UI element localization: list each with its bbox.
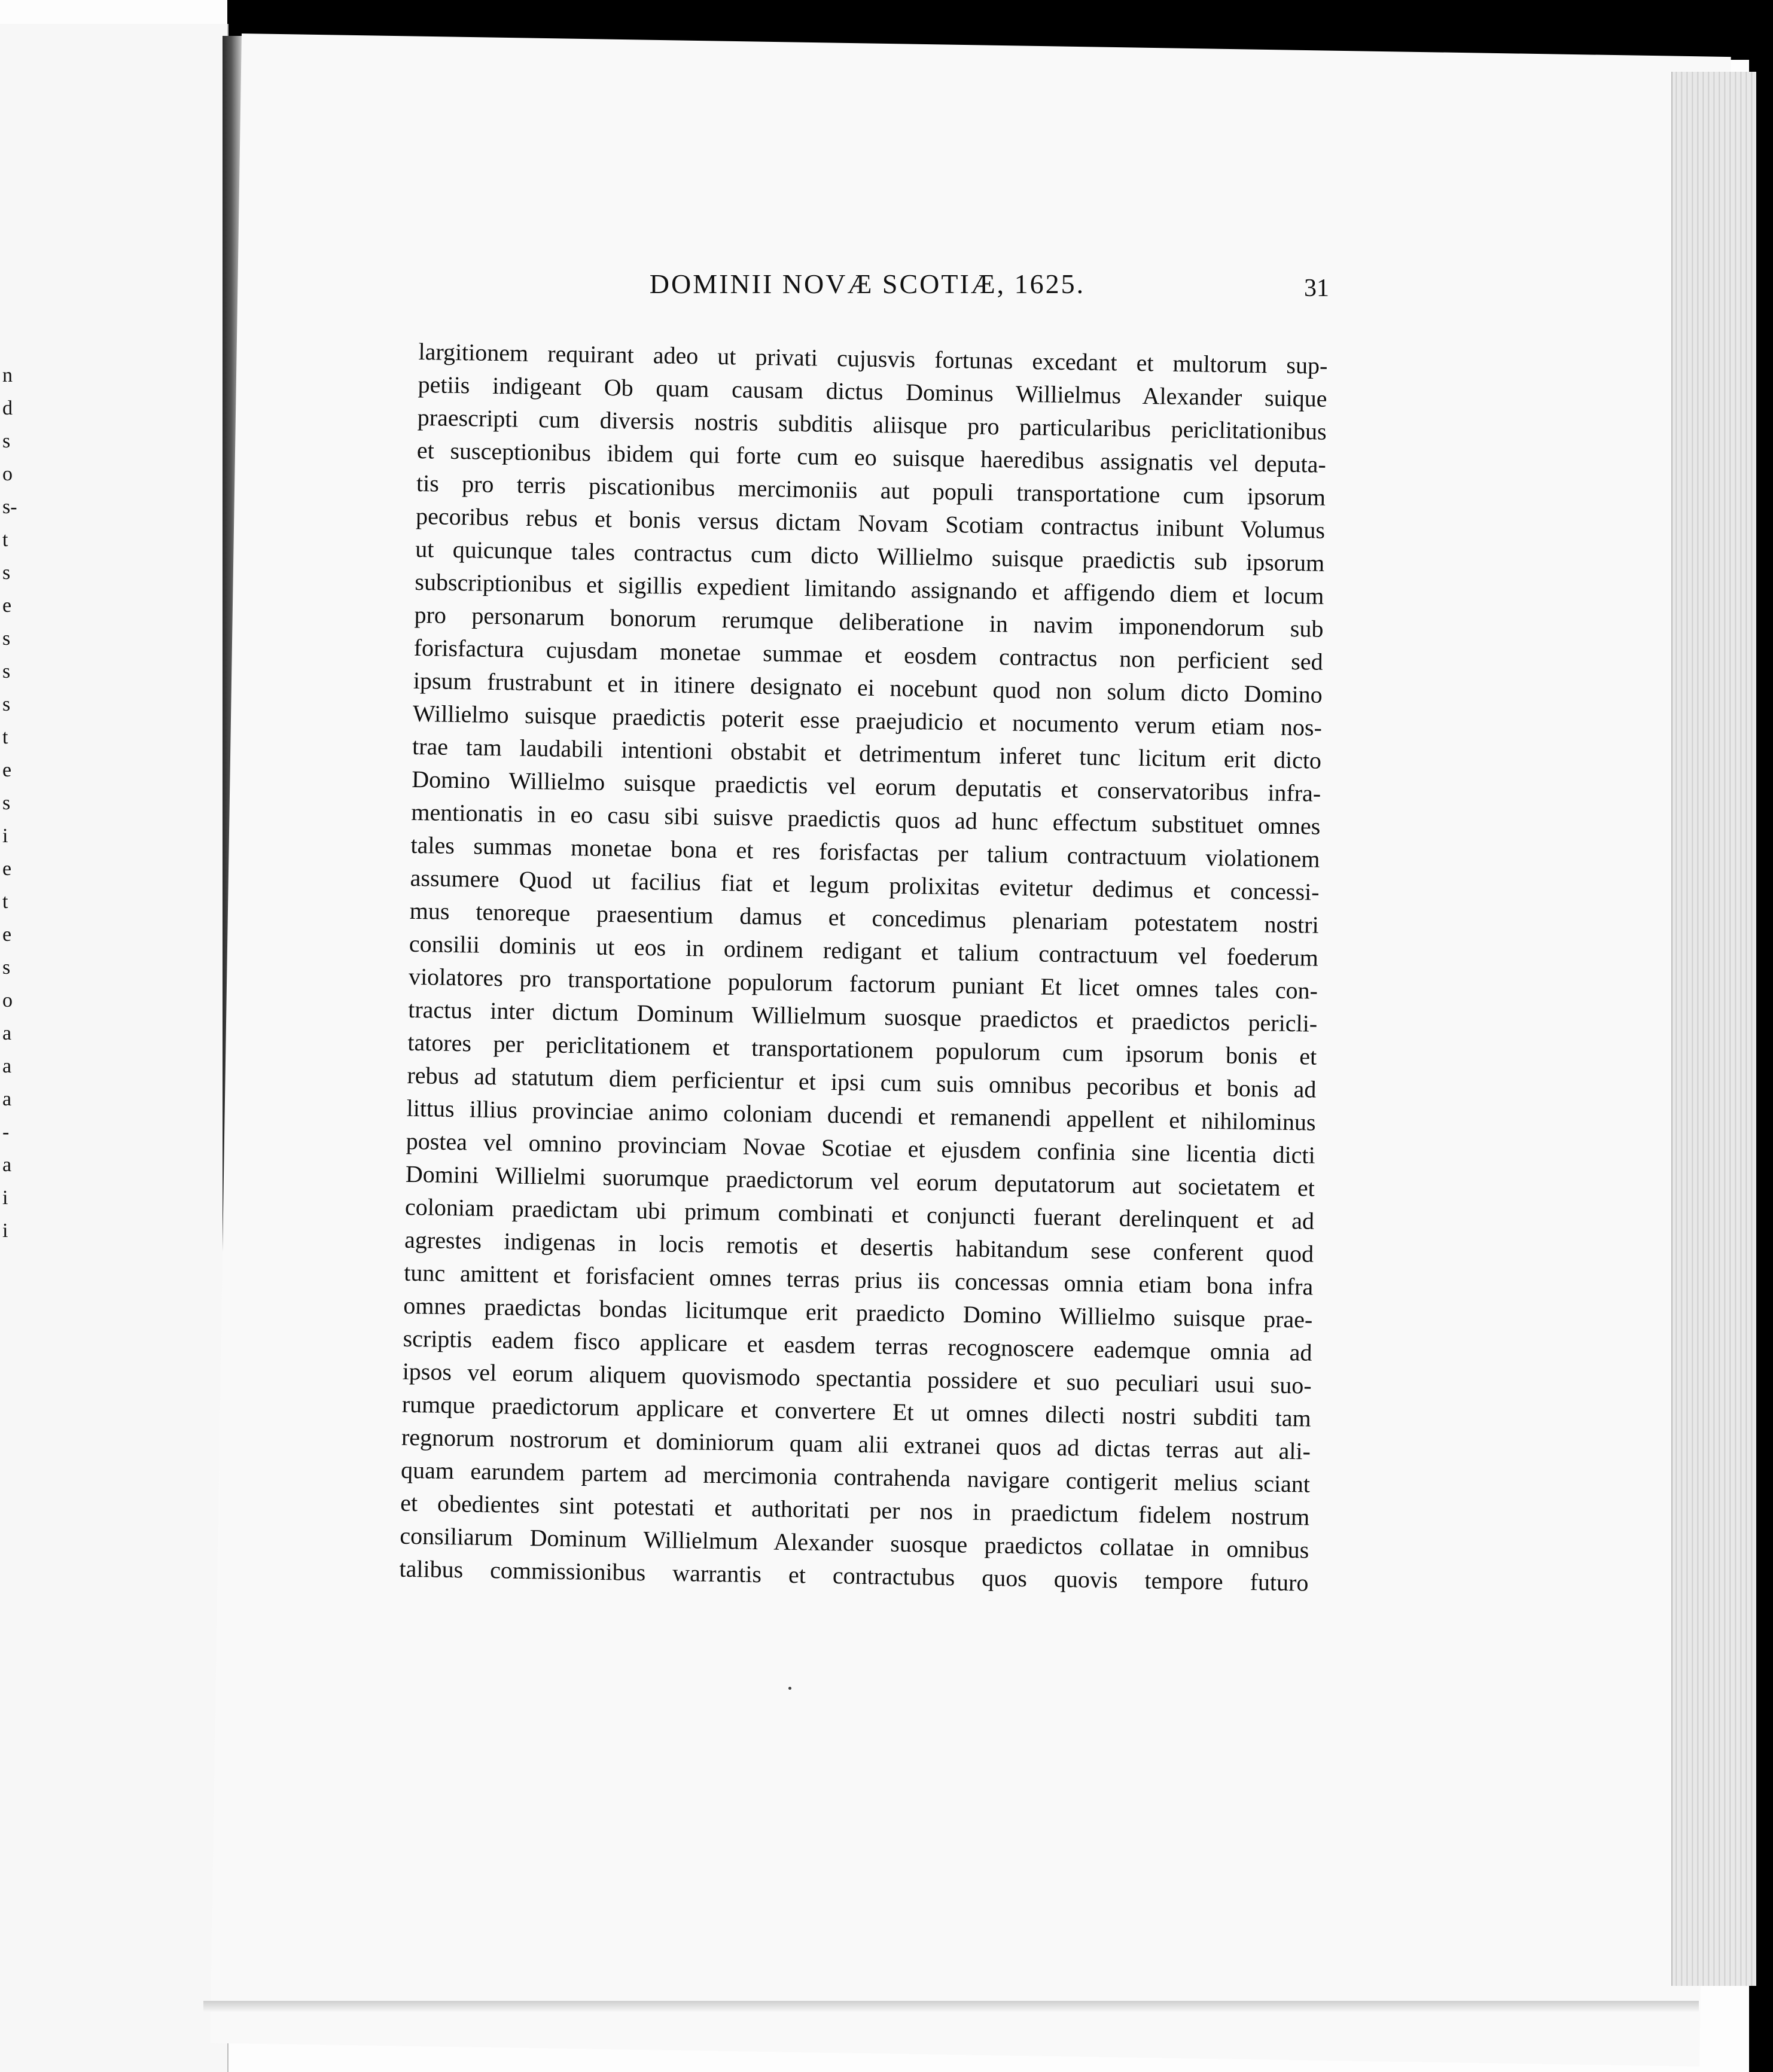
left-page-letter: a (2, 1022, 12, 1044)
text-line: quam earundem partem ad mercimonia contrahenda navigare contigerit melius sciant (400, 1456, 1311, 1498)
left-page-letter: t (2, 891, 8, 913)
text-line: omnes praedictas bondas licitumque erit praedicto Domino Willielmo suisque prae- (403, 1291, 1313, 1333)
left-page-letter: e (2, 595, 12, 617)
left-page-letter: s (2, 430, 11, 452)
left-page-letter: i (2, 1220, 8, 1242)
text-line: tunc amittent et forisfacient omnes terras prius iis concessas omnia etiam bona infra (404, 1259, 1314, 1300)
left-page-letter: d (2, 397, 13, 419)
text-line: pecoribus rebus et bonis versus dictam Novam Scotiam contractus inibunt Volumus (415, 502, 1326, 544)
text-line: tis pro terris piscationibus mercimoniis aut populi transportatione cum ipsorum (416, 469, 1326, 511)
text-line: ipsum frustrabunt et in itinere designato ei nocebunt quod non solum dicto Domino (413, 666, 1323, 708)
left-page-letter: i (2, 1187, 8, 1209)
left-page-letter: o (2, 989, 13, 1011)
text-line: tatores per periclitationem et transportationem populorum cum ipsorum bonis et (407, 1028, 1317, 1070)
body-text (399, 335, 1328, 1599)
text-line: coloniam praedictam ubi primum combinati et conjuncti fuerant derelinquent et ad (404, 1193, 1315, 1235)
text-line: subscriptionibus et sigillis expedient limitando assignando et affigendo diem et locum (415, 568, 1324, 610)
page-edges-stack (1671, 72, 1756, 1986)
text-line: consiliarum Dominum Willielmum Alexander suosque praedictos collatae in omnibus (400, 1522, 1309, 1564)
left-page-letter: s (2, 693, 11, 715)
text-line: praescripti cum diversis nostris subditis aliisque pro particularibus periclitationibus (417, 403, 1327, 445)
text-line: forisfactura cujusdam monetae summae et eosdem contractus non perficient sed (413, 633, 1323, 675)
left-page-letter: e (2, 924, 12, 946)
left-page-letter: a (2, 1055, 12, 1077)
left-page-letter: s (2, 562, 11, 584)
text-line: tales summas monetae bona et res forisfactas per talium contractuum violationem (410, 831, 1320, 873)
text-line: Domini Willielmi suorumque praedictorum vel eorum deputatorum aut societatem et (405, 1160, 1315, 1202)
left-page-letter: s (2, 956, 11, 979)
text-line: rebus ad statutum diem perficientur et ipsi cum suis omnibus pecoribus et bonis ad (407, 1061, 1317, 1103)
left-page-letter: e (2, 858, 12, 880)
text-line: ut quicunque tales contractus cum dicto Willielmo suisque praedictis sub ipsorum (415, 535, 1325, 577)
text-line: trae tam laudabili intentioni obstabit et detrimentum inferet tunc licitum erit dicto (412, 732, 1322, 774)
text-line: regnorum nostrorum et dominiorum quam alii extranei quos ad dictas terras aut ali- (401, 1423, 1311, 1465)
text-line: scriptis eadem fisco applicare et easdem terras recognoscere eademque omnia ad (403, 1324, 1312, 1366)
text-line: et susceptionibus ibidem qui forte cum eo suisque haeredibus assignatis vel deputa- (416, 436, 1327, 478)
left-page-letter: a (2, 1088, 12, 1110)
text-line: talibus commissionibus warrantis et contractubus quos quovis tempore futuro (399, 1555, 1309, 1596)
left-page-letter: s- (2, 496, 17, 518)
text-line: rumque praedictorum applicare et convertere Et ut omnes dilecti nostri subditi tam (401, 1390, 1312, 1432)
text-line: et obedientes sint potestati et authoritati per nos in praedictum fidelem nostrum (400, 1489, 1310, 1531)
text-line: largitionem requirant adeo ut privati cujusvis fortunas excedant et multorum sup- (418, 337, 1328, 379)
left-page-letter: t (2, 529, 8, 551)
running-head: DOMINII NOVÆ SCOTIÆ, 1625. (649, 269, 1086, 299)
text-line: Domino Willielmo suisque praedictis vel eorum deputatis et conservatoribus infra- (411, 765, 1321, 807)
text-line: mus tenoreque praesentium damus et concedimus plenariam potestatem nostri (409, 897, 1320, 939)
print-speck (788, 1687, 791, 1690)
text-line: pro personarum bonorum rerumque deliberatione in navim imponendorum sub (414, 601, 1324, 642)
text-line: violatores pro transportatione populorum factorum puniant Et licet omnes tales con- (408, 962, 1318, 1004)
text-line: assumere Quod ut facilius fiat et legum prolixitas evitetur dedimus et concessi- (410, 864, 1320, 906)
left-page-letter: i (2, 825, 8, 847)
left-facing-page (0, 24, 229, 2072)
left-page-letter: t (2, 726, 8, 748)
left-page-letter: s (2, 627, 11, 650)
left-page-letter: - (2, 1121, 10, 1143)
text-line: ipsos vel eorum aliquem quovismodo spectantia possidere et suo peculiari usui suo- (402, 1357, 1312, 1399)
left-page-letter: s (2, 792, 11, 814)
text-line: mentionatis in eo casu sibi suisve praedictis quos ad hunc effectum substituet omnes (411, 798, 1321, 840)
text-line: tractus inter dictum Dominum Willielmum suosque praedictos et praedictos pericli- (407, 995, 1318, 1037)
left-page-letter: e (2, 759, 12, 781)
text-line: agrestes indigenas in locis remotis et desertis habitandum sese conferent quod (404, 1226, 1314, 1267)
text-line: Willielmo suisque praedictis poterit esse praejudicio et nocumento verum etiam nos- (412, 699, 1323, 741)
page-number: 31 (1304, 275, 1329, 302)
text-line: petiis indigeant Ob quam causam dictus Dominus Willielmus Alexander suique (418, 370, 1327, 412)
page-bottom-edge (203, 2001, 1699, 2012)
text-line: postea vel omnino provinciam Novae Scotiae et ejusdem confinia sine licentia dicti (406, 1127, 1316, 1169)
left-page-letter: n (2, 364, 13, 386)
left-page-letter: o (2, 463, 13, 485)
text-line: littus illius provinciae animo coloniam ducendi et remanendi appellent et nihilominus (406, 1094, 1316, 1136)
left-page-letter: a (2, 1154, 12, 1176)
left-page-letter: s (2, 660, 11, 682)
left-page-cut-text (2, 359, 26, 1247)
text-line: consilii dominis ut eos in ordinem redigant et talium contractuum vel foederum (409, 930, 1319, 971)
